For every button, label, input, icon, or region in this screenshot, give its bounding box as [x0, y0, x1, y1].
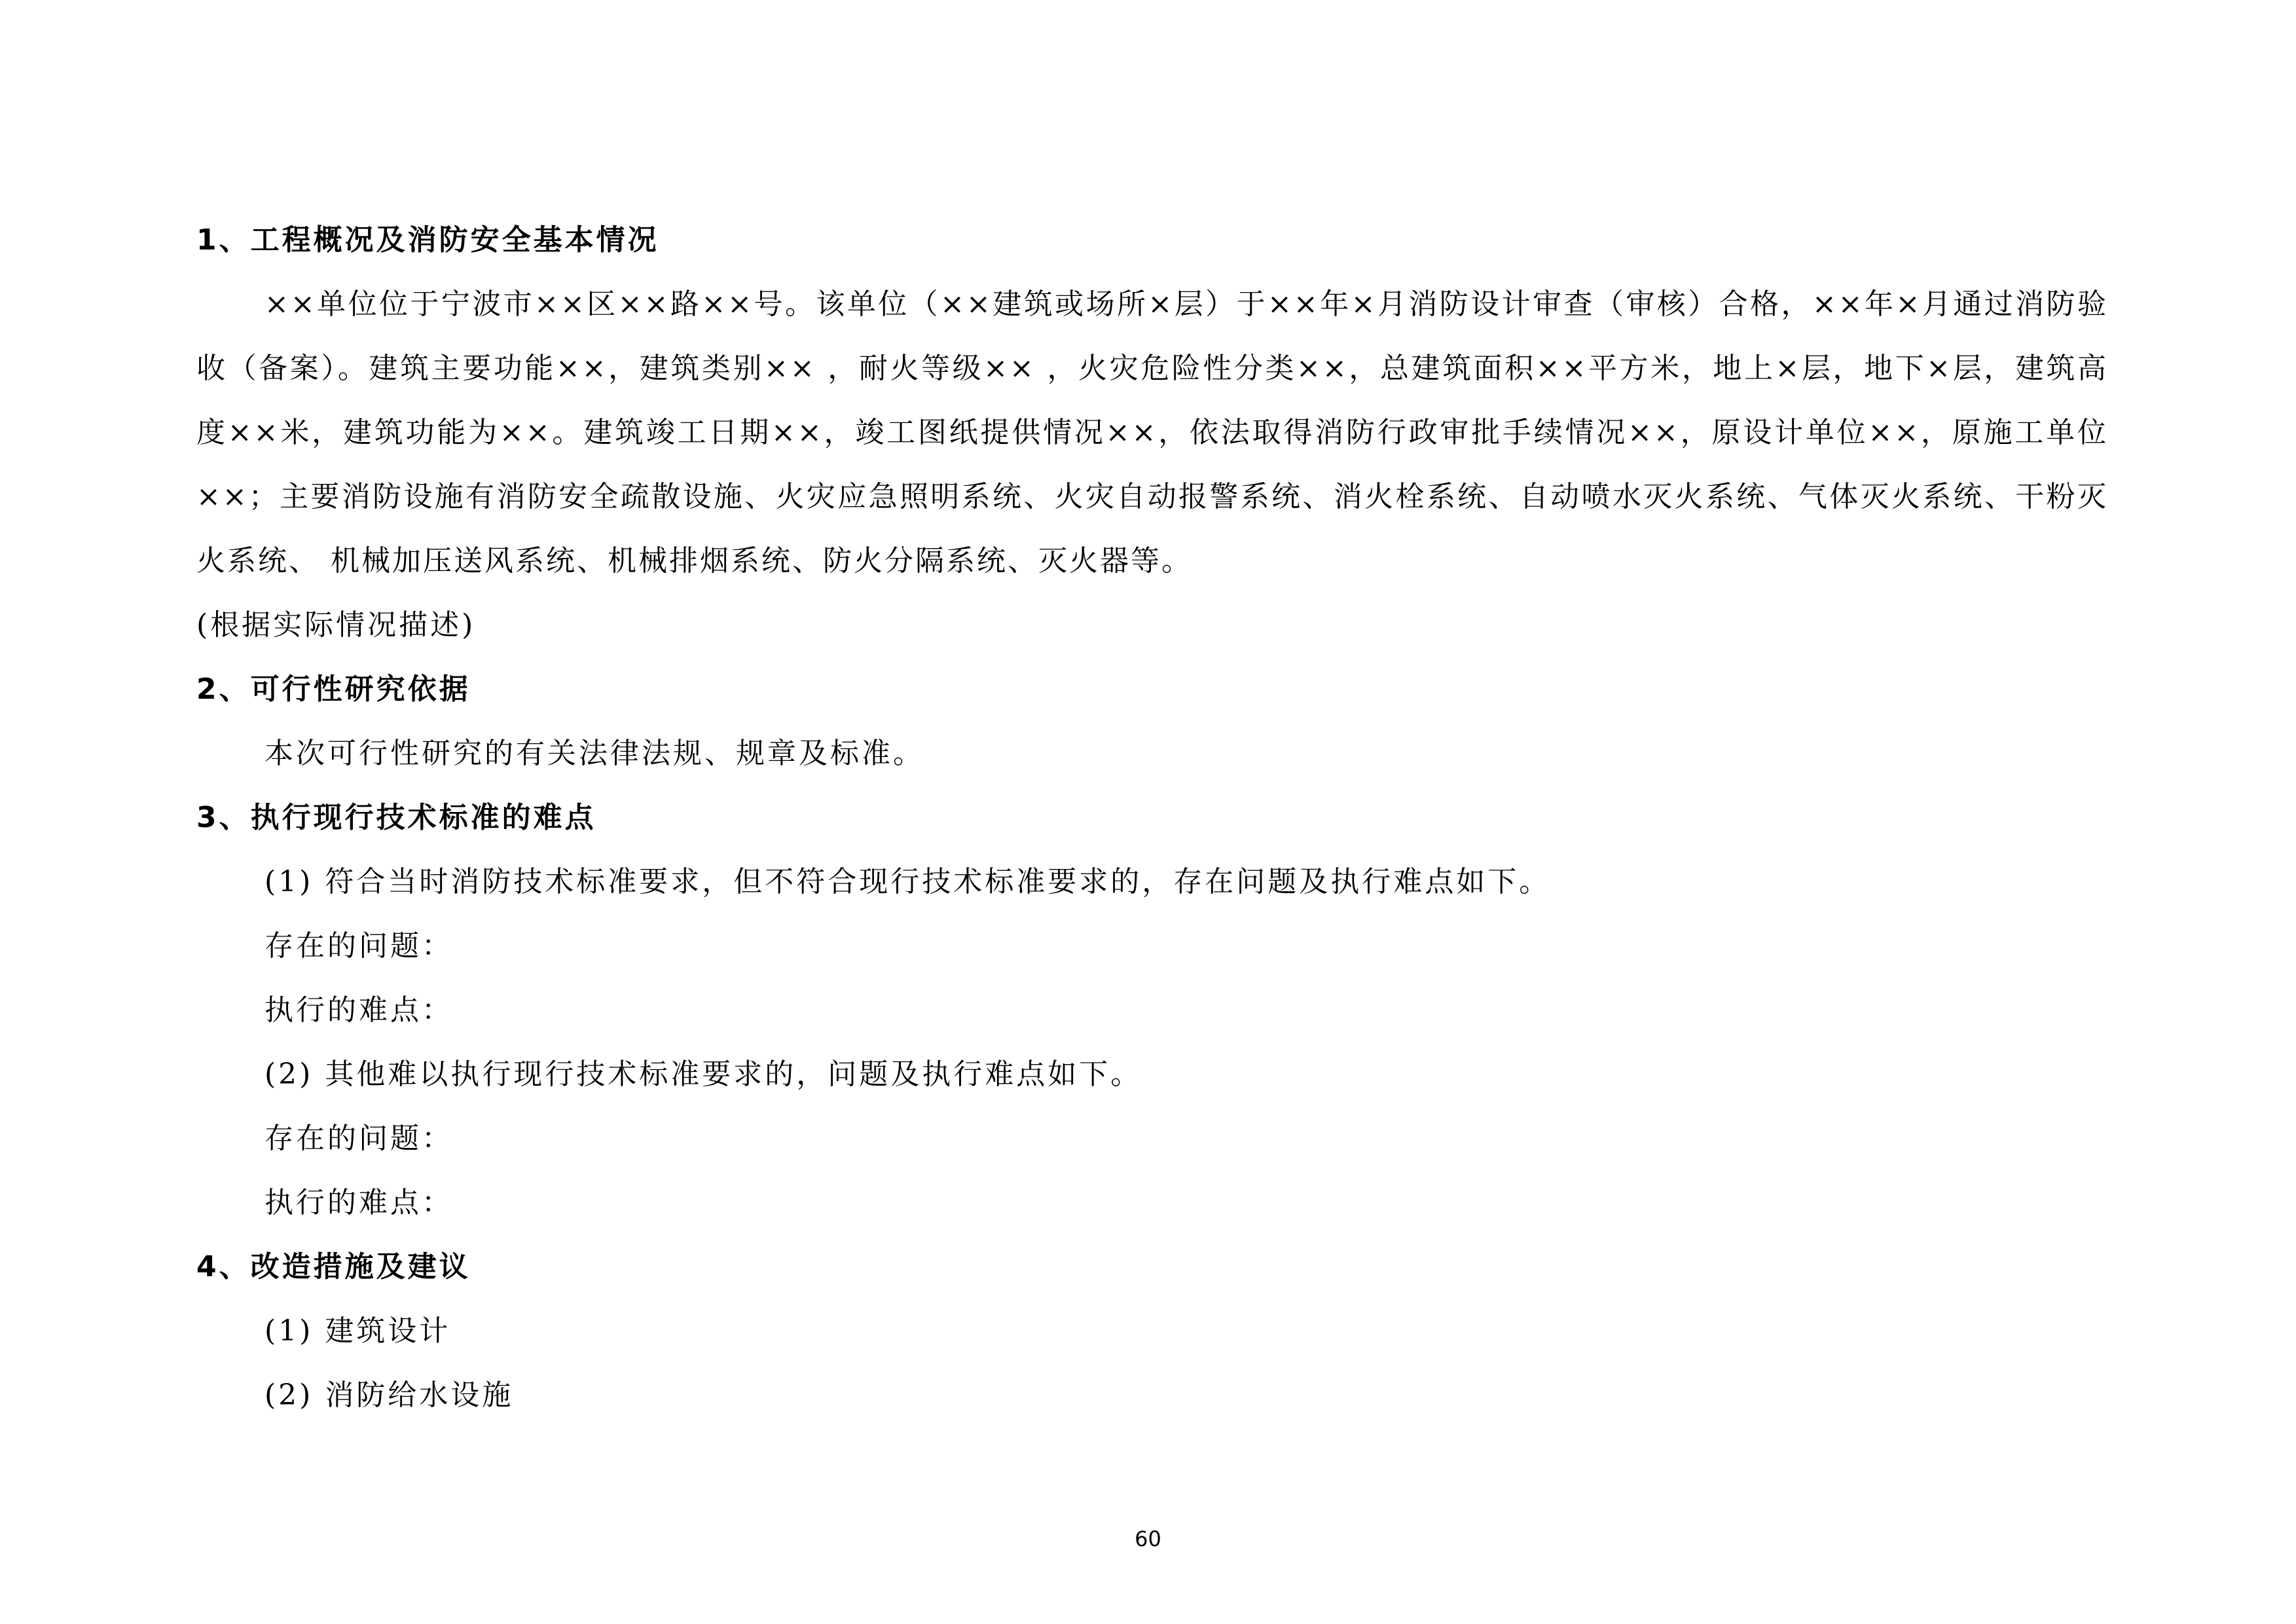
section-3-item-2-problem: 存在的问题： — [264, 1122, 453, 1155]
section-3-item-1-problem: 存在的问题： — [264, 929, 453, 963]
section-3-item-1: (1) 符合当时消防技术标准要求，但不符合现行技术标准要求的，存在问题及执行难点如下。 — [264, 865, 1551, 898]
section-4-heading: 4、改造措施及建议 — [196, 1250, 471, 1283]
section-3-item-2-difficulty: 执行的难点： — [264, 1186, 453, 1219]
section-1-paragraph — [196, 272, 2108, 593]
section-1-note: (根据实际情况描述) — [196, 608, 476, 642]
section-4-item-1: (1) 建筑设计 — [264, 1314, 451, 1348]
section-1-paragraph-text: ××单位位于宁波市××区××路××号。该单位（××建筑或场所×层）于××年×月消防设计审查（审核）合格，××年×月通过消防验收（备案）。建筑主要功能××，建筑类别×× ，耐火等级×× ，火灾危险性分类××，总建筑面积××平方米，地上×层，地下×层，建筑高度××米，建筑功能为××。建筑竣工日期××，竣工图纸提供情况××，依法取得消防行政审批手续情况××，原设计单位××，原施工单位××；主要消防设施有消防安全疏散设施、火灾应急照明系统、火灾自动报警系统、消火栓系统、自动喷水灭火系统、气体灭火系统、干粉灭火系统、 机械加压送风系统、机械排烟系统、防火分隔系统、灭火器等。 — [196, 287, 2108, 578]
section-3-item-1-difficulty: 执行的难点： — [264, 993, 453, 1027]
section-1-heading: 1、工程概况及消防安全基本情况 — [196, 223, 659, 257]
page-content — [196, 208, 2108, 1428]
section-2-heading: 2、可行性研究依据 — [196, 673, 471, 706]
page-number: 60 — [1135, 1526, 1161, 1551]
section-3-heading: 3、执行现行技术标准的难点 — [196, 801, 596, 834]
section-3-item-2: (2) 其他难以执行现行技术标准要求的，问题及执行难点如下。 — [264, 1058, 1142, 1091]
section-2-paragraph: 本次可行性研究的有关法律法规、规章及标准。 — [264, 737, 924, 770]
section-4-item-2: (2) 消防给水设施 — [264, 1378, 514, 1412]
